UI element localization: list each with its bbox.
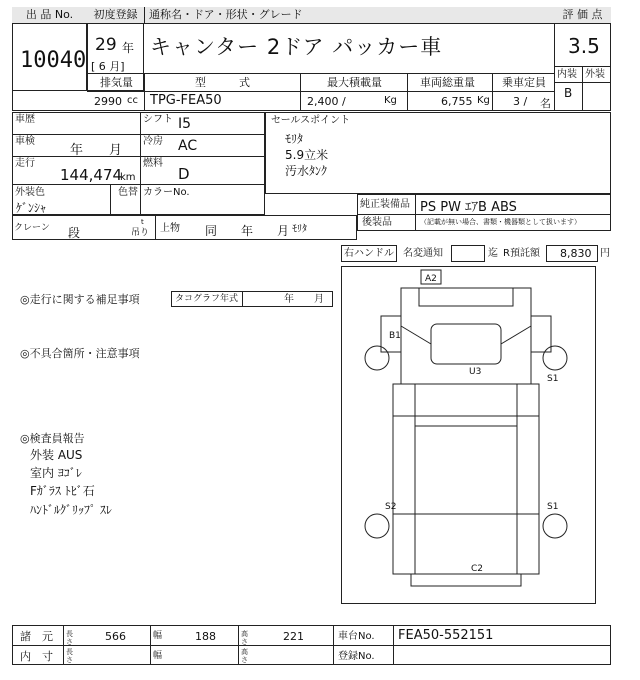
height-value: 221 (283, 630, 304, 643)
gross-weight-value: 6,755 (441, 95, 473, 108)
mileage-label: 走行 (15, 158, 35, 169)
mileage-value: 144,474 (60, 166, 123, 184)
tachograph-label: タコグラフ年式 (175, 294, 239, 304)
exterior-label: 外装 (585, 69, 605, 80)
exterior-color-label: 外装色 (15, 187, 45, 198)
crane-hang: 吊り (131, 228, 150, 238)
sales-point-1: ﾓﾘﾀ (285, 132, 304, 146)
shift-value: I5 (178, 116, 192, 132)
mark-S2: S2 (385, 502, 397, 512)
first-reg-month: [ 6 月] (91, 60, 125, 73)
aftermarket-label: 後装品 (362, 217, 392, 228)
length-label: 長さ (66, 630, 73, 646)
sales-point-3: 汚水ﾀﾝｸ (285, 164, 328, 178)
rating-label: 評 価 点 (554, 7, 611, 24)
height-label: 高さ (241, 630, 248, 646)
inspector-label: ◎検査員報告 (20, 432, 85, 445)
type-label: 型 式 (195, 76, 250, 89)
exterior-color-value: ｹﾞﾝｼｬ (16, 201, 47, 215)
year-unit: 年 (122, 41, 135, 55)
inner-width-label: 幅 (153, 651, 163, 661)
upper-maker: ﾓﾘﾀ (292, 224, 307, 235)
crane-steps: 段 (68, 226, 81, 240)
type-value: TPG-FEA50 (150, 93, 222, 108)
model-name: キャンター 2ドア パッカー車 (150, 35, 443, 59)
displacement-label: 排気量 (100, 76, 133, 89)
color-no-label: 色替 (118, 187, 138, 198)
reg-label: 登録No. (338, 651, 375, 662)
capacity-label: 乗車定員 (502, 76, 546, 89)
chassis-label: 車台No. (338, 631, 375, 642)
dims-label: 諸 元 (20, 630, 53, 643)
lot-label: 出 品 No. (12, 7, 87, 24)
capacity-unit: 名 (540, 97, 551, 110)
inner-length-label: 長さ (66, 648, 73, 664)
chassis-value: FEA50-552151 (398, 628, 494, 643)
length-value: 566 (105, 630, 126, 643)
capacity-value: 3 / (513, 95, 528, 108)
max-load-label: 最大積載量 (327, 76, 382, 89)
inspector-item-2: 室内 ﾖｺﾞﾚ (30, 466, 82, 480)
width-value: 188 (195, 630, 216, 643)
mark-A2: A2 (425, 274, 437, 284)
model-name-label: 通称名・ドア・形状・グレード (144, 7, 554, 24)
km-unit: km (120, 172, 136, 183)
sales-point-label: セールスポイント (271, 115, 351, 126)
fuel-label: 燃料 (143, 158, 163, 169)
details-left-frame (12, 112, 265, 215)
tachograph-value: 年 月 (284, 294, 324, 305)
genuine-label: 純正装備品 (360, 199, 410, 210)
mark-U3: U3 (469, 367, 482, 377)
max-load-value: 2,400 / (307, 95, 346, 108)
upper-label: 上物 (160, 223, 180, 234)
genuine-value: PS PW ｴｱB ABS (420, 200, 517, 215)
displacement-value: 2990 (94, 95, 122, 108)
inner-label: 内 寸 (20, 650, 53, 663)
first-reg-year: 29 (95, 35, 117, 55)
inspector-item-4: ﾊﾝﾄﾞﾙｸﾞﾘｯﾌﾟ ｽﾚ (30, 503, 112, 517)
mark-C2: C2 (471, 564, 484, 574)
inspector-item-1: 外装 AUS (30, 448, 83, 462)
defects-label: ◎不具合箇所・注意事項 (20, 347, 140, 360)
lot-number: 10040 (20, 48, 87, 73)
first-reg-label: 初度登録 (87, 7, 144, 24)
mark-S1-rear: S1 (547, 502, 559, 512)
r-deposit-value: 8,830 (560, 247, 592, 260)
refund-label: 迄 (488, 248, 498, 259)
gross-weight-label: 車両総重量 (420, 76, 475, 89)
driving-notes-label: ◎走行に関する補足事項 (20, 293, 140, 306)
kg-unit-1: Kg (384, 95, 397, 106)
crane-t: t (141, 218, 144, 226)
color-code-label: カラーNo. (143, 187, 190, 198)
inspection-value: 年 月 (70, 143, 123, 158)
mark-B1: B1 (389, 331, 401, 341)
right-hand-label: 右ハンドル (344, 248, 394, 259)
mark-S1-front: S1 (547, 374, 559, 384)
truck-diagram (341, 266, 596, 604)
kg-unit-2: Kg (477, 95, 490, 106)
interior-label: 内装 (557, 69, 577, 80)
interior-grade: B (564, 86, 573, 100)
yen-unit: 円 (600, 248, 610, 259)
rating-value: 3.5 (568, 34, 600, 58)
aftermarket-note: （記載が無い場合、書類・機器類として扱います） (420, 218, 581, 226)
upper-value: 同 年 月 (205, 224, 290, 238)
inner-height-label: 高さ (241, 648, 248, 664)
shift-label: シフト (143, 114, 173, 125)
name-change-label: 名変通知 (403, 248, 443, 259)
history-label: 車歴 (15, 114, 35, 125)
width-label: 幅 (153, 631, 163, 641)
cc-unit: cc (127, 95, 138, 106)
fuel-value: D (178, 165, 190, 183)
sales-point-2: 5.9立米 (285, 148, 329, 162)
inspection-label: 車検 (15, 136, 35, 147)
ac-value: AC (178, 138, 198, 154)
r-deposit-label: R預託額 (503, 248, 540, 259)
name-change-box (451, 245, 485, 262)
crane-label: クレーン (14, 223, 50, 233)
ac-label: 冷房 (143, 136, 163, 147)
inspector-item-3: Fｶﾞﾗｽ ﾄﾋﾞ石 (30, 484, 95, 498)
